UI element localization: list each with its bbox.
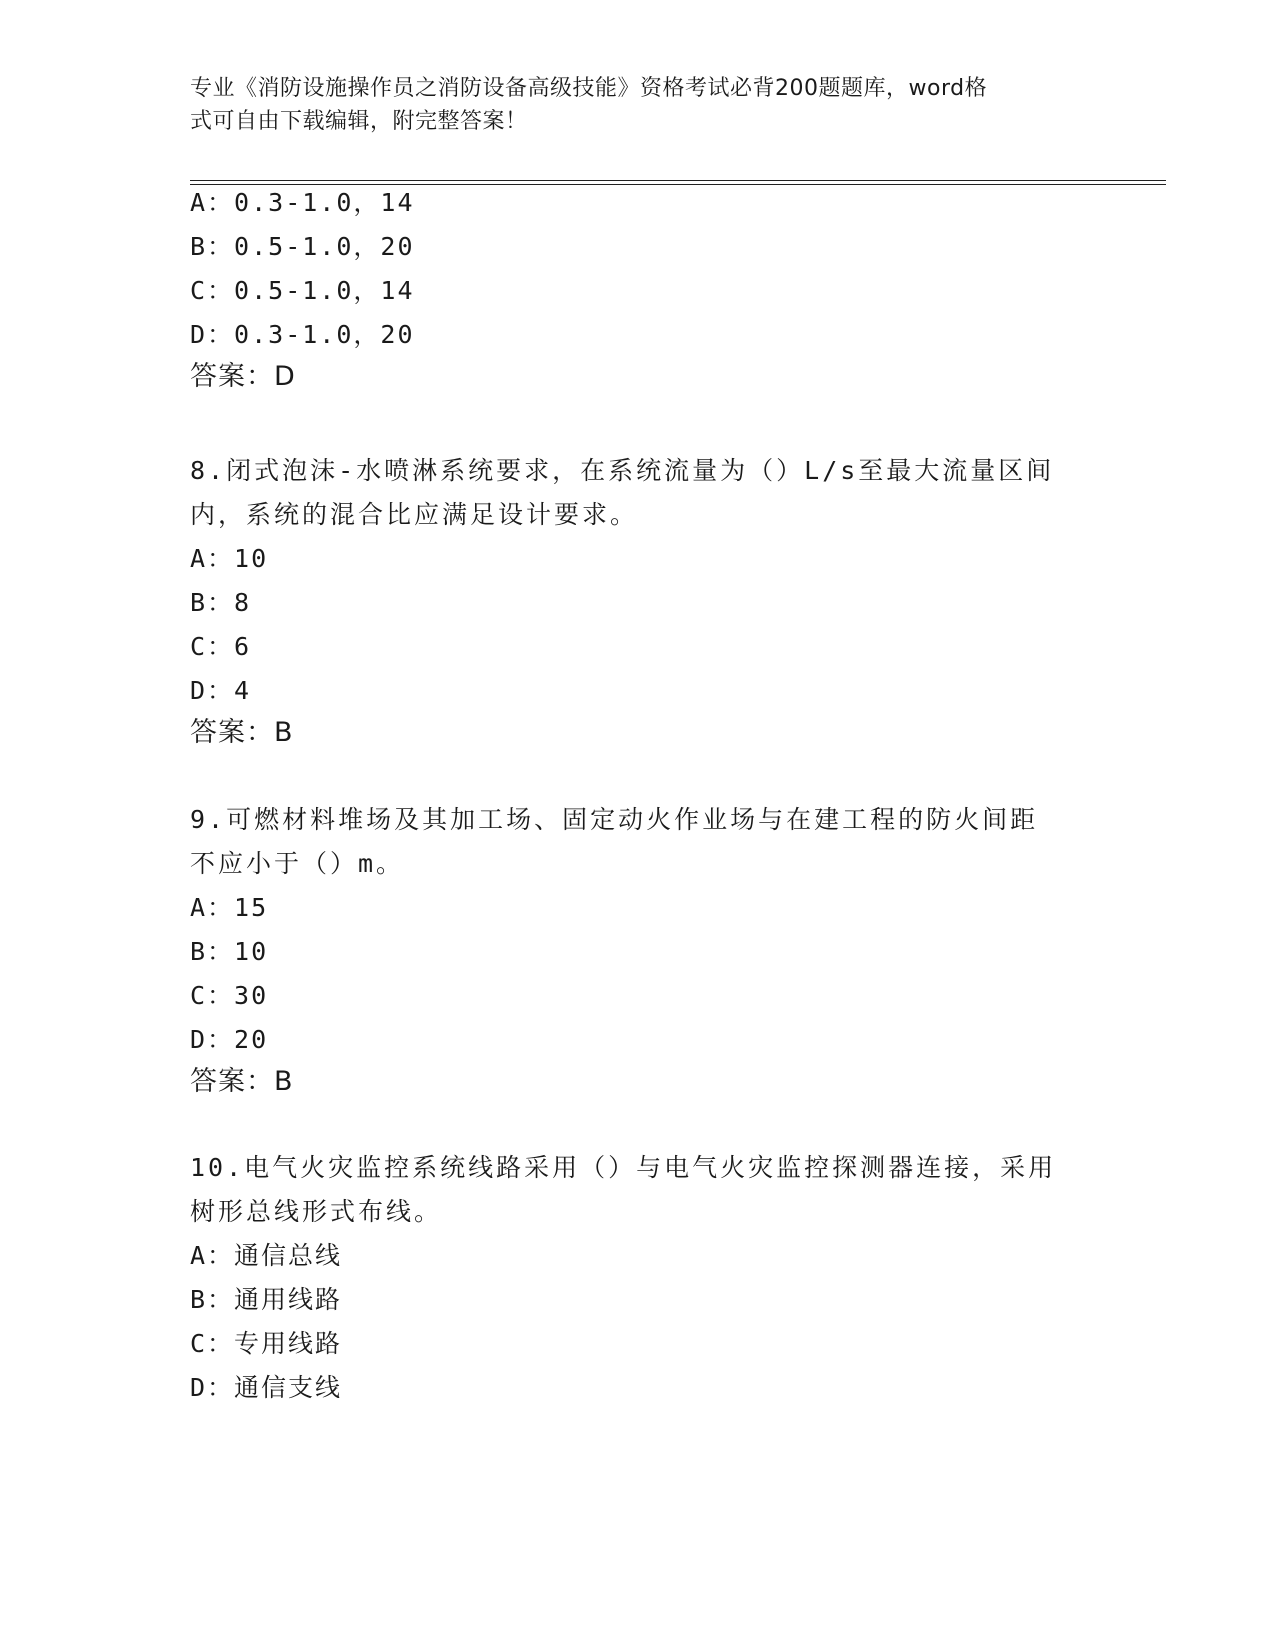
- header-line-2: 式可自由下载编辑，附完整答案！: [190, 109, 528, 134]
- option-c: C：30: [190, 981, 269, 1010]
- answer: 答案：B: [190, 717, 294, 748]
- option-c: C：6: [190, 632, 252, 661]
- option-c: C：0.5-1.0，14: [190, 276, 415, 305]
- question-text-line-1: 10.电气火灾监控系统线路采用（）与电气火灾监控探测器连接，采用: [190, 1153, 1057, 1182]
- question-text-line-1: 8.闭式泡沫-水喷淋系统要求，在系统流量为（）L/s至最大流量区间: [190, 456, 1055, 485]
- document-header: [190, 72, 1080, 138]
- option-b: B：8: [190, 588, 252, 617]
- option-b: B：10: [190, 937, 269, 966]
- header-line-1: 专业《消防设施操作员之消防设备高级技能》资格考试必背200题题库，word格: [190, 76, 988, 101]
- option-d: D：4: [190, 676, 252, 705]
- header-divider-bottom: [190, 184, 1166, 185]
- option-a: A：通信总线: [190, 1241, 343, 1270]
- option-a: A：15: [190, 893, 269, 922]
- option-d: D：0.3-1.0，20: [190, 320, 415, 349]
- option-c: C：专用线路: [190, 1329, 343, 1358]
- option-d: D：20: [190, 1025, 269, 1054]
- option-d: D：通信支线: [190, 1373, 343, 1402]
- question-text-line-1: 9.可燃材料堆场及其加工场、固定动火作业场与在建工程的防火间距: [190, 805, 1039, 834]
- answer: 答案：D: [190, 361, 296, 392]
- option-a: A：10: [190, 544, 269, 573]
- option-b: B：0.5-1.0，20: [190, 232, 415, 261]
- answer: 答案：B: [190, 1066, 294, 1097]
- question-text-line-2: 树形总线形式布线。: [190, 1197, 443, 1226]
- option-a: A：0.3-1.0，14: [190, 188, 415, 217]
- header-divider-top: [190, 180, 1166, 181]
- question-text-line-2: 内，系统的混合比应满足设计要求。: [190, 500, 639, 529]
- question-text-line-2: 不应小于（）m。: [190, 849, 405, 878]
- option-b: B：通用线路: [190, 1285, 343, 1314]
